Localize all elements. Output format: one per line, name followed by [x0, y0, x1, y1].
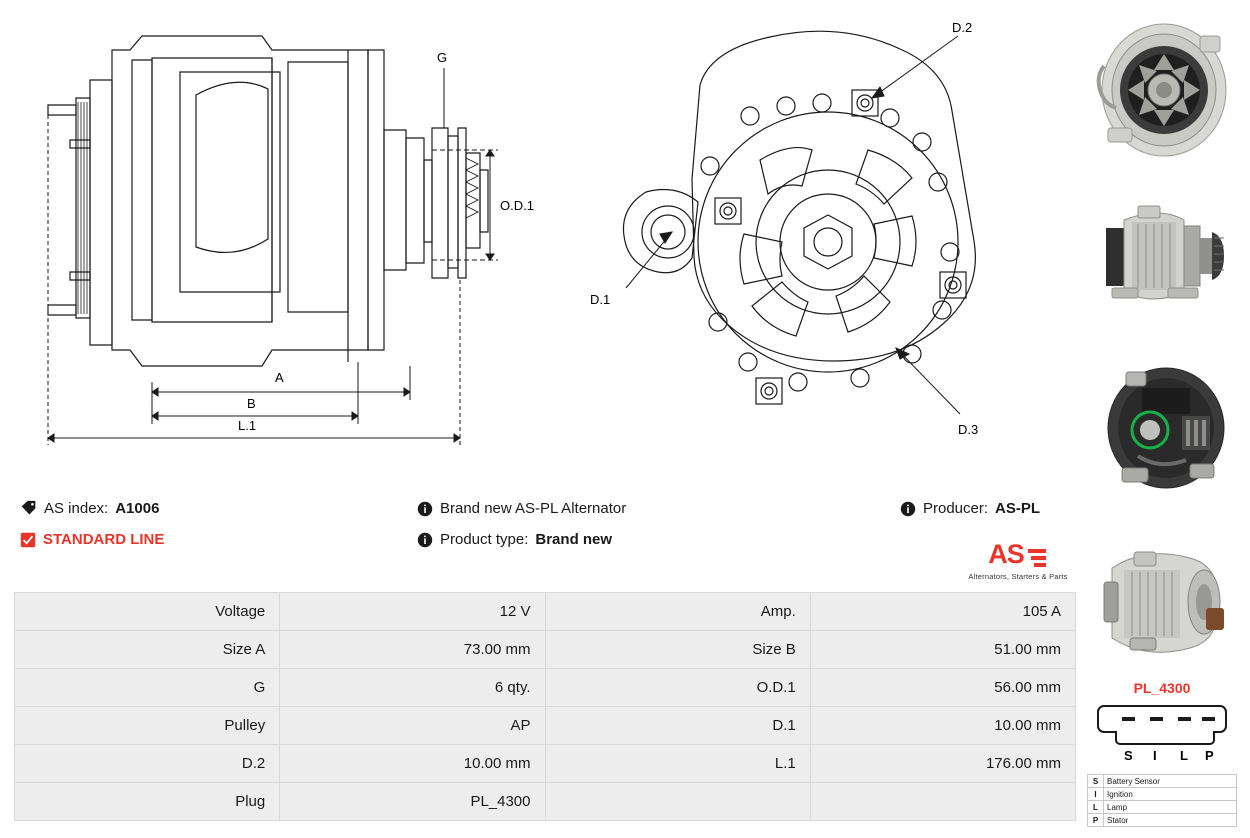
brand-new-alternator-row — [417, 500, 626, 517]
spec-key: Size A — [15, 631, 280, 669]
logo-bars-icon — [1026, 547, 1048, 571]
label-d3: D.3 — [958, 422, 979, 437]
label-d1: D.1 — [590, 292, 611, 307]
spec-value: AP — [280, 707, 545, 745]
producer-value: AS-PL — [995, 500, 1041, 517]
spec-value: 51.00 mm — [810, 631, 1075, 669]
alternator-photo-rear[interactable] — [1082, 344, 1242, 504]
standard-line-row — [20, 531, 164, 548]
table-row — [15, 783, 1076, 821]
spec-key: Plug — [15, 783, 280, 821]
spec-value: 10.00 mm — [280, 745, 545, 783]
label-l1: L.1 — [238, 418, 257, 433]
label-b: B — [247, 396, 256, 411]
legend-row — [1088, 814, 1237, 827]
legend-desc: Stator — [1104, 814, 1237, 827]
info-column-left — [20, 500, 164, 562]
spec-key: L.1 — [545, 745, 810, 783]
spec-key-empty — [545, 783, 810, 821]
product-type-row — [417, 531, 626, 548]
standard-line-label: STANDARD LINE — [43, 531, 165, 548]
table-row — [15, 593, 1076, 631]
spec-value: 105 A — [810, 593, 1075, 631]
info-icon — [900, 501, 916, 517]
legend-key: S — [1088, 775, 1104, 788]
spec-key: Voltage — [15, 593, 280, 631]
label-d2: D.2 — [952, 20, 973, 35]
plug-pin-l: L — [1180, 748, 1188, 763]
product-type-label: Product type: — [440, 531, 529, 548]
legend-key: P — [1088, 814, 1104, 827]
spec-value: 56.00 mm — [810, 669, 1075, 707]
spec-key: Pulley — [15, 707, 280, 745]
brand-new-alternator-label: Brand new AS-PL Alternator — [440, 500, 627, 517]
spec-value: 176.00 mm — [810, 745, 1075, 783]
info-column-right — [900, 500, 1040, 531]
legend-key: I — [1088, 788, 1104, 801]
producer-label: Producer: — [923, 500, 989, 517]
as-logo-subtitle: Alternators, Starters & Parts — [968, 571, 1068, 581]
label-g: G — [437, 50, 448, 65]
alternator-front-view-drawing — [560, 10, 1060, 490]
legend-row — [1088, 775, 1237, 788]
info-column-middle — [417, 500, 626, 562]
spec-value-empty — [810, 783, 1075, 821]
tag-icon — [20, 500, 37, 517]
table-row — [15, 707, 1076, 745]
as-index-label: AS index: — [44, 500, 109, 517]
legend-desc: Ignition — [1104, 788, 1237, 801]
plug-diagram — [1082, 700, 1242, 770]
spec-key: D.2 — [15, 745, 280, 783]
product-type-value: Brand new — [535, 531, 613, 548]
spec-key: G — [15, 669, 280, 707]
plug-pin-legend — [1087, 774, 1237, 827]
specification-table — [14, 592, 1076, 821]
plug-pin-s: S — [1124, 748, 1133, 763]
plug-pin-i: I — [1153, 748, 1157, 763]
product-info-block — [20, 500, 1080, 580]
spec-value: PL_4300 — [280, 783, 545, 821]
alternator-photo-angle[interactable] — [1082, 512, 1242, 672]
spec-value: 73.00 mm — [280, 631, 545, 669]
as-index-row — [20, 500, 164, 517]
legend-desc: Battery Sensor — [1104, 775, 1237, 788]
legend-key: L — [1088, 801, 1104, 814]
table-row — [15, 631, 1076, 669]
spec-key: Amp. — [545, 593, 810, 631]
legend-row — [1088, 788, 1237, 801]
alternator-side-view-drawing — [20, 10, 540, 490]
label-a: A — [275, 370, 284, 385]
table-row — [15, 745, 1076, 783]
spec-value: 6 qty. — [280, 669, 545, 707]
spec-key: Size B — [545, 631, 810, 669]
product-photo-column — [1082, 8, 1242, 827]
label-od1: O.D.1 — [500, 198, 534, 213]
info-icon — [417, 501, 433, 517]
alternator-photo-front[interactable] — [1082, 8, 1242, 168]
table-row — [15, 669, 1076, 707]
spec-key: D.1 — [545, 707, 810, 745]
plug-pin-p: P — [1205, 748, 1214, 763]
producer-row — [900, 500, 1040, 517]
spec-value: 12 V — [280, 593, 545, 631]
check-square-icon — [20, 532, 36, 548]
alternator-photo-side[interactable] — [1082, 176, 1242, 336]
spec-value: 10.00 mm — [810, 707, 1075, 745]
legend-row — [1088, 801, 1237, 814]
spec-key: O.D.1 — [545, 669, 810, 707]
legend-desc: Lamp — [1104, 801, 1237, 814]
info-icon — [417, 532, 433, 548]
as-logo-text: AS — [988, 539, 1024, 569]
as-pl-logo — [963, 539, 1073, 581]
as-index-value: A1006 — [115, 500, 160, 517]
plug-code-label: PL_4300 — [1133, 680, 1191, 696]
